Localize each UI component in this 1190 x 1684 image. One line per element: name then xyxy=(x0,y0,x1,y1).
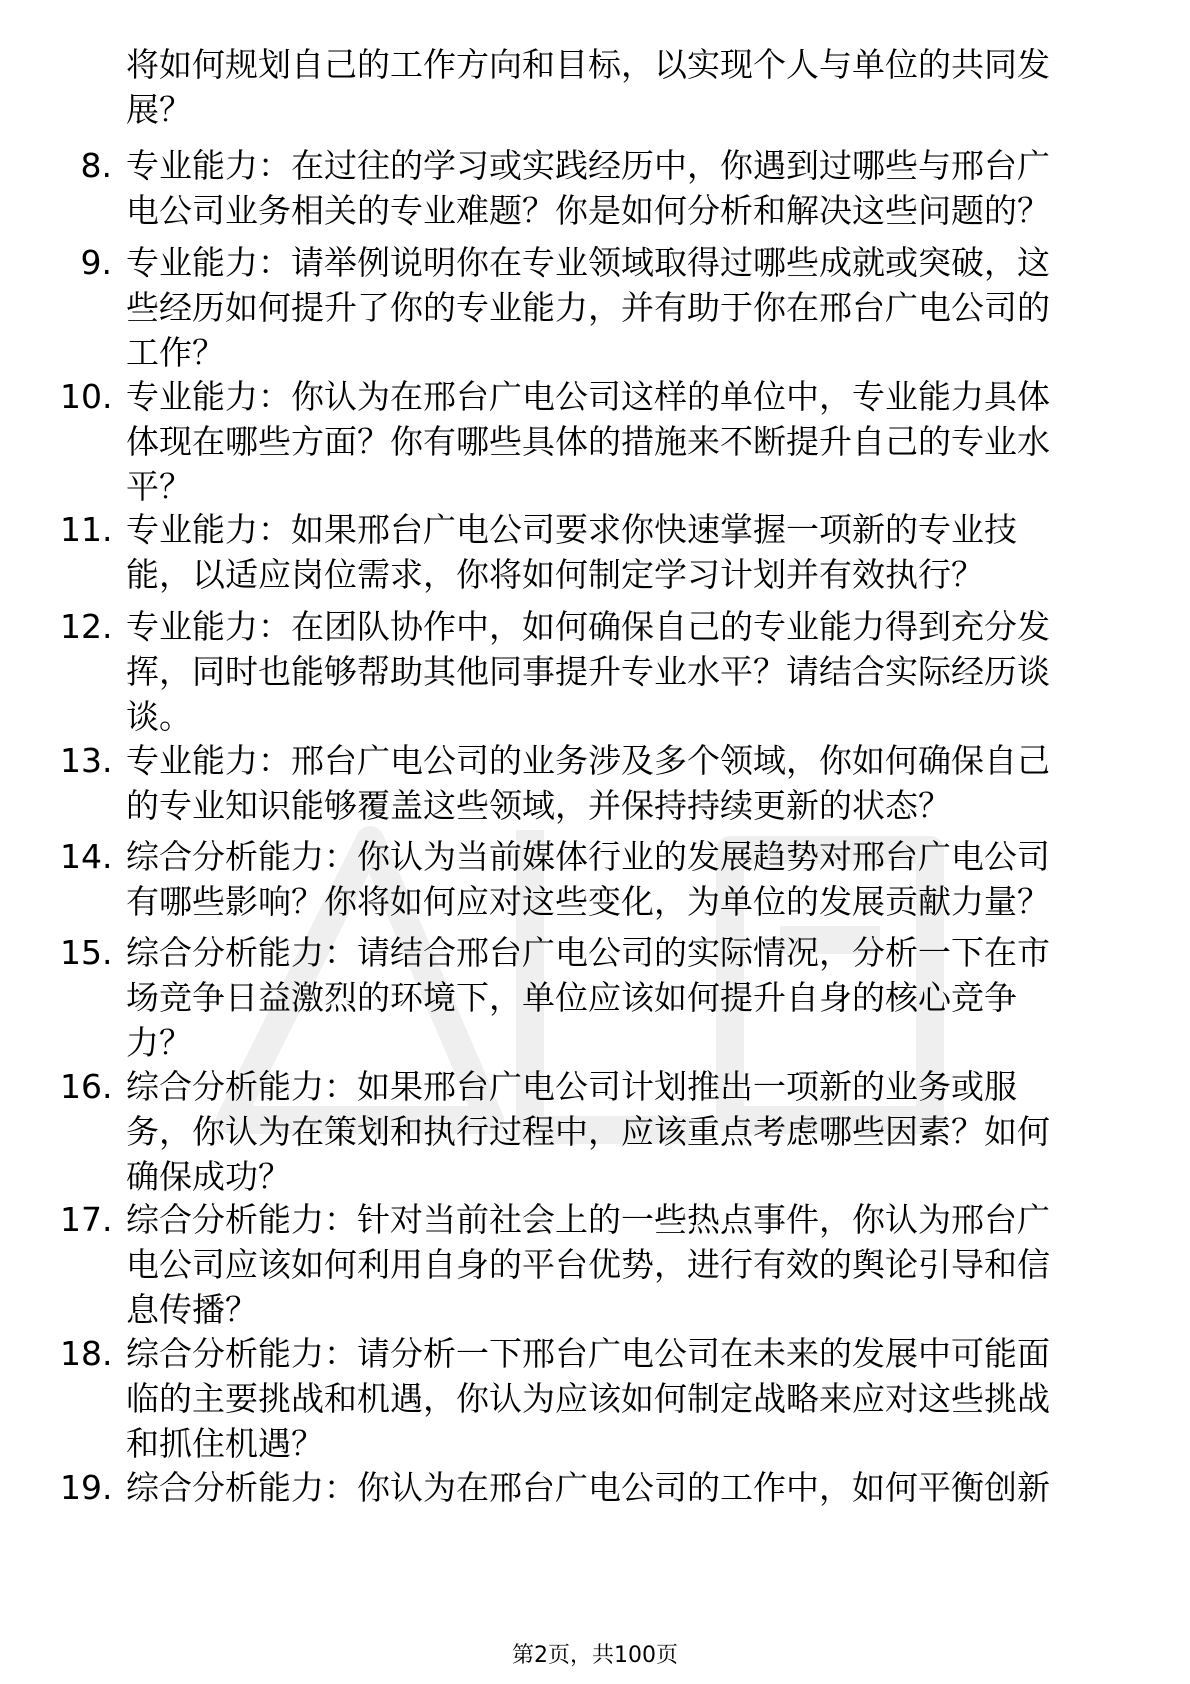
question-number: 14. xyxy=(60,837,113,876)
question-number: 15. xyxy=(60,933,113,972)
continuation-text xyxy=(126,42,1116,132)
text-line: 些经历如何提升了你的专业能力，并有助于你在邢台广电公司的 xyxy=(126,288,1050,327)
text-line: 综合分析能力：针对当前社会上的一些热点事件，你认为邢台广 xyxy=(126,1200,1050,1239)
text-line: 专业能力：在过往的学习或实践经历中，你遇到过哪些与邢台广 xyxy=(126,146,1050,185)
text-line: 专业能力：如果邢台广电公司要求你快速掌握一项新的专业技 xyxy=(126,510,1017,549)
question-number: 9. xyxy=(80,243,112,282)
question-text xyxy=(126,738,1116,828)
question-text xyxy=(126,374,1116,509)
question-number: 16. xyxy=(60,1067,113,1106)
text-line: 电公司应该如何利用自身的平台优势，进行有效的舆论引导和信 xyxy=(126,1245,1050,1284)
text-line: 能，以适应岗位需求，你将如何制定学习计划并有效执行？ xyxy=(126,555,984,594)
text-line: 临的主要挑战和机遇，你认为应该如何制定战略来应对这些挑战 xyxy=(126,1379,1050,1418)
question-number: 19. xyxy=(60,1468,113,1507)
text-line: 专业能力：邢台广电公司的业务涉及多个领域，你如何确保自己 xyxy=(126,741,1050,780)
text-line: 专业能力：请举例说明你在专业领域取得过哪些成就或突破，这 xyxy=(126,243,1050,282)
question-number: 11. xyxy=(60,510,113,549)
text-line: 确保成功？ xyxy=(126,1157,291,1196)
question-text xyxy=(126,1064,1116,1199)
text-line: 力？ xyxy=(126,1023,192,1062)
text-line: 工作？ xyxy=(126,333,225,372)
text-line: 专业能力：你认为在邢台广电公司这样的单位中，专业能力具体 xyxy=(126,377,1050,416)
text-line: 综合分析能力：请分析一下邢台广电公司在未来的发展中可能面 xyxy=(126,1334,1050,1373)
text-line: 平？ xyxy=(126,467,192,506)
text-line: 谈。 xyxy=(126,697,192,736)
question-text xyxy=(126,834,1116,924)
text-line: 息传播？ xyxy=(126,1290,258,1329)
question-number: 17. xyxy=(60,1200,113,1239)
question-text xyxy=(126,1197,1116,1332)
text-line: 有哪些影响？你将如何应对这些变化，为单位的发展贡献力量？ xyxy=(126,882,1050,921)
text-line: 场竞争日益激烈的环境下，单位应该如何提升自身的核心竞争 xyxy=(126,978,1017,1017)
text-line: 体现在哪些方面？你有哪些具体的措施来不断提升自己的专业水 xyxy=(126,422,1050,461)
question-number: 18. xyxy=(60,1334,113,1373)
question-number: 10. xyxy=(60,377,113,416)
page-number-footer: 第2页，共100页 xyxy=(512,1643,678,1668)
text-line: 综合分析能力：如果邢台广电公司计划推出一项新的业务或服 xyxy=(126,1067,1017,1106)
text-line: 的专业知识能够覆盖这些领域，并保持持续更新的状态？ xyxy=(126,786,951,825)
text-line: 专业能力：在团队协作中，如何确保自己的专业能力得到充分发 xyxy=(126,607,1050,646)
question-number: 8. xyxy=(80,146,112,185)
question-text xyxy=(126,507,1116,597)
text-line: 务，你认为在策划和执行过程中，应该重点考虑哪些因素？如何 xyxy=(126,1112,1050,1151)
question-text xyxy=(126,930,1116,1065)
text-line: 综合分析能力：请结合邢台广电公司的实际情况，分析一下在市 xyxy=(126,933,1050,972)
question-text xyxy=(126,604,1116,739)
question-text xyxy=(126,240,1116,375)
question-text xyxy=(126,143,1116,233)
text-line: 电公司业务相关的专业难题？你是如何分析和解决这些问题的？ xyxy=(126,191,1050,230)
text-line: 综合分析能力：你认为在邢台广电公司的工作中，如何平衡创新 xyxy=(126,1468,1050,1507)
question-text xyxy=(126,1465,1116,1510)
text-line: 展？ xyxy=(126,90,192,129)
text-line: 和抓住机遇？ xyxy=(126,1424,324,1463)
text-line: 将如何规划自己的工作方向和目标，以实现个人与单位的共同发 xyxy=(126,45,1050,84)
question-number: 12. xyxy=(60,607,113,646)
text-line: 综合分析能力：你认为当前媒体行业的发展趋势对邢台广电公司 xyxy=(126,837,1050,876)
question-text xyxy=(126,1331,1116,1466)
text-line: 挥，同时也能够帮助其他同事提升专业水平？请结合实际经历谈 xyxy=(126,652,1050,691)
question-number: 13. xyxy=(60,741,113,780)
